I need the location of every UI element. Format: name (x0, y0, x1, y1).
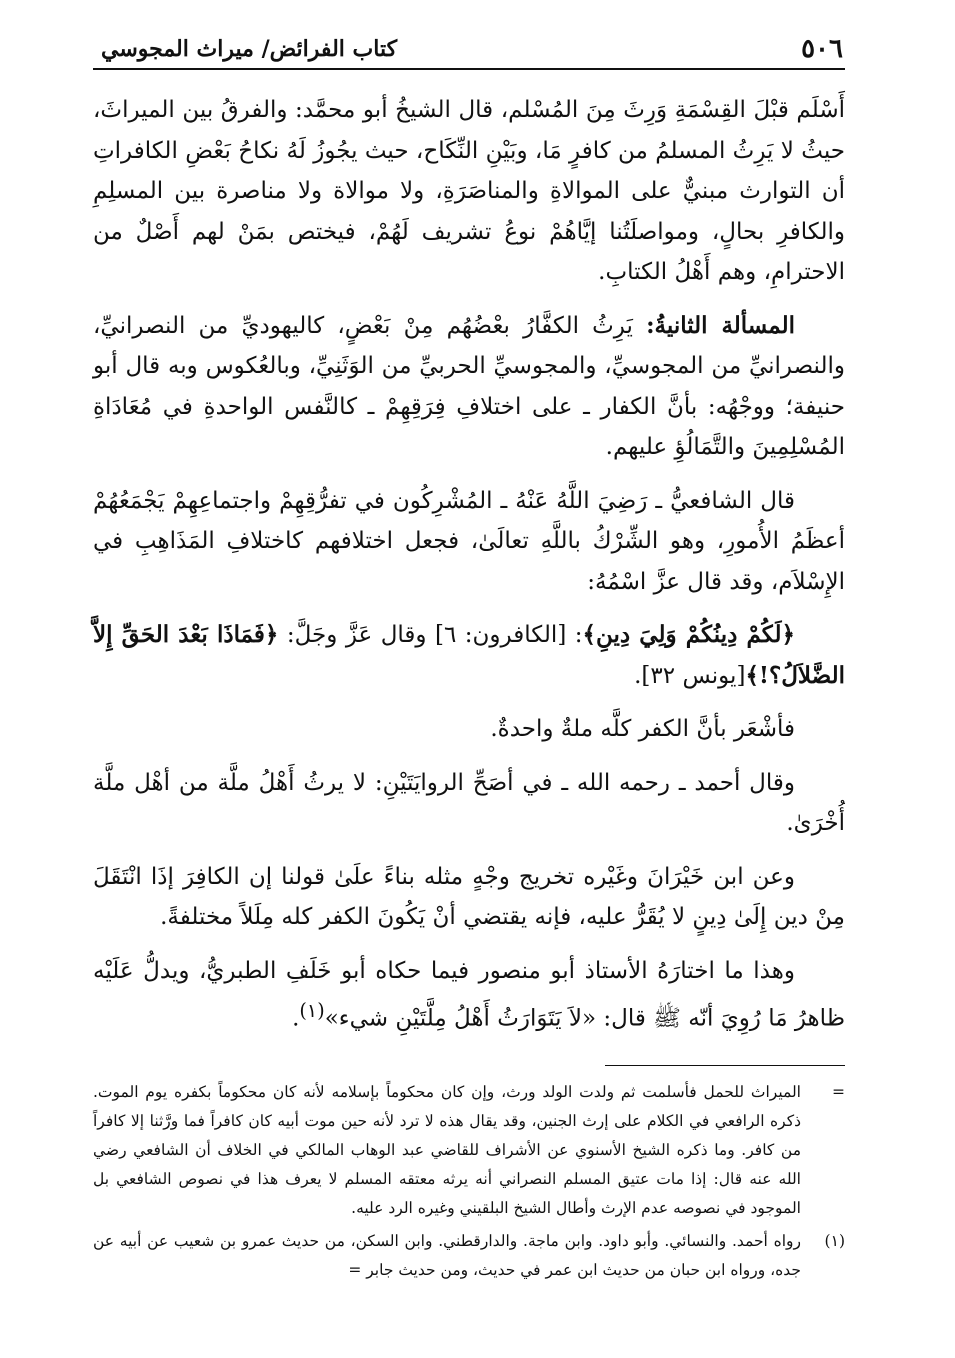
paragraph-2 (93, 306, 845, 468)
footnote-text: الميراث للحمل فأسلمت ثم ولدت الولد ورث، وإن كان محكوماً بإسلامه لأنه كان محكوماً بكفره يوم الموت. ذكره الرافعي في الكلام على إرث الجنين، وقد يقال هذه لا ترد لأنه حين موت أبيه كان كافراً فما ورَّثنا إلا كافراً من كافر. وما ذكره الشيخ الأسنوي عن الأشراف للقاضي عبد الوهاب المالكي في الخلاف أن الشافعي رضي الله عنه قال: إذا مات عتيق المسلم النصراني أنه يرثه معتقه المسلم لا يعرف هذا في نصوص الشافعي بل الموجود في نصوصه عدم الإرث وأطال الشيخ البلقيني وغيره الرد عليه. (93, 1083, 801, 1218)
page-number: ٥٠٦ (801, 34, 843, 64)
paragraph-1: أَسْلَم قبْلَ القِسْمَةِ وَرِثَ مِنَ المُسْلم، قال الشيخُ أبو محمَّد: والفرقُ بين الميراثَ، حيثُ لا يَرِثُ المسلمُ من كافرٍ مَا، وبَيْنِ النِّكَاح، حيث يجُوزُ لَهُ نكاحُ بَعْضِ الكافراتِ أن التوارث مبنيٌّ على الموالاةِ والمناصَرَةِ، ولا موالاة ولا مناصرة بين المسلِمِ والكافرِ بحالٍ، ومواصلَتُنا إيَّاهُمْ نوعُ تشريف لَهُمْ، فيختص بمَنْ لهم أَصْلٌ من الاحترامِ، وهم أَهْلُ الكتابِ. (93, 97, 845, 285)
footnote-mark: (١) (824, 1232, 845, 1251)
paragraph-8-text: وهذا ما اختارَهُ الأستاذ أبو منصور فيما حكاه أبو خَلَفِ الطبريُّ، ويدلُّ عَلَيْه ظاهرُ مَا رُوِيَ أنّه ﷺ قال: «لاَ يَتَوَارَثُ أَهْلُ مِلَّتَيْنِ شيء» (93, 957, 845, 1032)
paragraph-3: قال الشافعيُّ ـ رَضِيَ اللَّهُ عَنْهُ ـ المُشْرِكُون في تفرُّقِهِمْ واجتماعِهِمْ يَجْمَعُهُمْ أعظَمُ الأُمورِ، وهو الشِّرْكُ باللَّهِ تعالَىٰ، فجعل اختلافهم كاختلافِ المَذَاهِبِ في الإِسْلاَم، وقد قال عزَّ اسْمُهُ: (93, 487, 845, 595)
footnotes (93, 1078, 845, 1285)
paragraph-7: وعن ابن خَيْرَانَ وغَيْره تخريج وجْهٍ مثله بناءً علَىٰ قولنا إن الكافِرَ إذَا انْتَقَلَ مِنْ دين إِلَىٰ دِينٍ لا يُقَرُّ عليه، فإنه يقتضي أنْ يَكُونَ الكفر كله مِلَلاً مختلفةً. (93, 863, 845, 930)
footnote-continued (93, 1078, 845, 1223)
footnote-mark: = (832, 1083, 845, 1102)
footnote-reference[interactable]: (١) (299, 999, 325, 1022)
main-text (93, 90, 845, 1039)
paragraph-8-end: . (292, 1005, 300, 1032)
footnote-text: رواه أحمد. والنسائي. وأبو داود. وابن ماجة. والدارقطني. وابن السكن، من حديث عمرو بن شعيب عن أبيه عن جده، ورواه ابن حبان من حديث ابن عمر في حديث، ومن حديث جابر = (93, 1232, 801, 1280)
verse-reference-2: [يونس ٣٢]. (634, 662, 746, 689)
book-page (93, 28, 845, 1289)
paragraph-4 (93, 615, 845, 696)
paragraph-8 (93, 951, 845, 1040)
paragraph-6: وقال أحمد ـ رحمه الله ـ في أصَحِّ الروايَتَيْنِ: لا يرثُ أَهْلُ ملَّة من أهْل ملَّة أُخْرَىٰ. (93, 769, 845, 836)
footnote-1 (93, 1227, 845, 1285)
footnote-separator (605, 1065, 845, 1066)
quran-verse-2: ﴿فَمَاذَا بَعْدَ الحَقِّ إِلاَّ الضَّلاَلُ؟!﴾ (93, 621, 845, 689)
page-header (93, 28, 845, 70)
running-title: كتاب الفرائض/ ميراث المجوسي (101, 36, 398, 62)
paragraph-5: فأشْعَر بأنَّ الكفر كلَّه ملةٌ واحدةٌ. (490, 716, 795, 742)
paragraph-2-text: يَرِثُ الكفَّارُ بعْضُهُم مِنْ بَعْضٍ، كاليهوديِّ من النصرانيِّ، والنصرانيِّ من المجوسيِّ، والمجوسيِّ الحربيِّ من الوَثَنِيِّ، وبالعُكوس وبه قال أبو حنيفة؛ ووجْهُه: بأنَّ الكفار ـ على اختلافِ فِرَقِهِمْ ـ كالنَّفس الواحدةِ في مُعَادَاةِ المُسْلِمِينَ والتَّمَالُؤِ عليهم. (93, 312, 845, 460)
quran-verse-1: ﴿لَكُمْ دِينُكُمْ وَلِيَ دِينِ﴾ (582, 621, 795, 648)
verse-reference-1: : [الكافرون: ٦] وقال عَزَّ وجَلَّ: (286, 622, 583, 648)
issue-label: المسألة الثانيةُ: (646, 311, 795, 339)
